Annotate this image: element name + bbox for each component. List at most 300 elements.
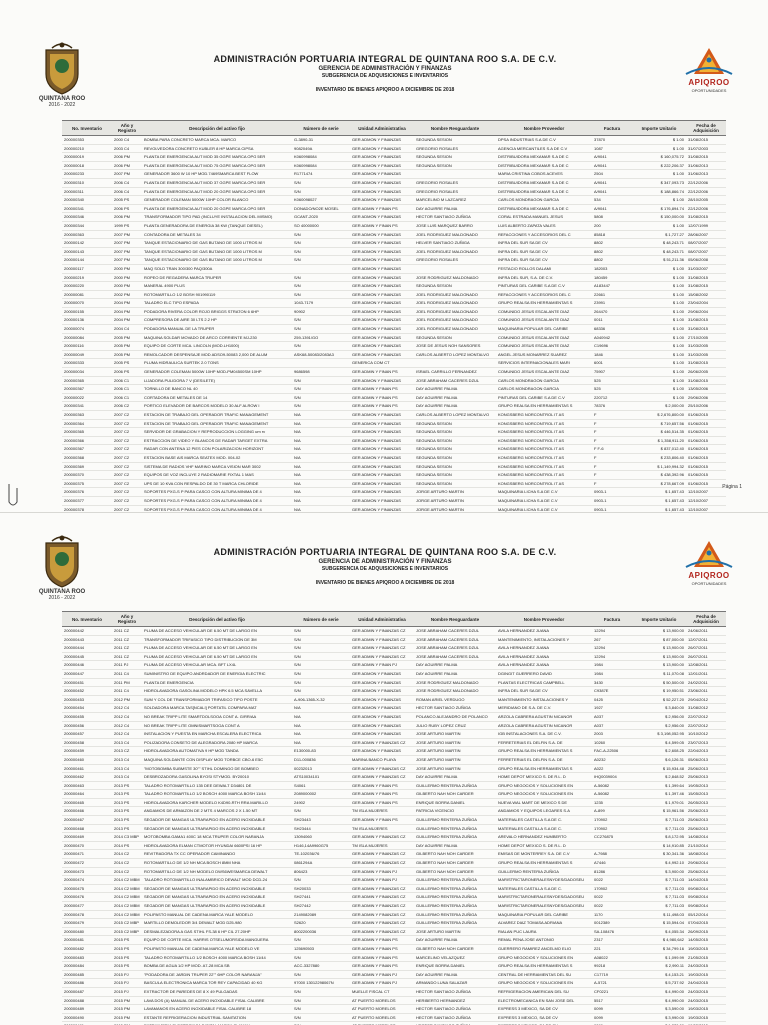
table-cell: 200000070 [62,299,112,308]
table-row [62,627,726,636]
table-cell: 85818 [592,230,632,239]
table-cell: GER ADMON Y FINANZAS [350,488,414,497]
table-cell: S2620 [292,919,350,928]
table-cell: AVILA HERNANDEZ JUANA [496,644,592,653]
table-cell: 200000454 [62,704,112,713]
table-cell: SEGUNDA SESION [414,436,496,445]
table-row [62,944,726,953]
table-cell: 1984 [592,669,632,678]
table-cell: GRUPO NEGOCIOS Y SOLUCIONES EN [496,953,592,962]
table-cell: 22/07/2012 [686,712,726,721]
table-cell: 07/04/2015 [686,919,726,928]
table-cell: 200000363 [62,230,112,239]
table-cell: $ 1,657.43 [632,505,686,512]
table-cell: A-5721 [592,979,632,988]
table-cell: PLANTA DE EMERGENCIA [142,678,292,687]
table-cell: 200000461 [62,764,112,773]
table-cell: 2012 C4 [112,712,142,721]
table-cell: JOSE RODRIGUEZ MALDONADO [414,273,496,282]
table-row [62,850,726,859]
table-cell: 29/06/2014 [686,859,726,868]
table-cell: $ 7,711.03 [632,824,686,833]
table-cell: A-899 [592,807,632,816]
table-row [62,867,726,876]
table-row [62,695,726,704]
table-row [62,479,726,488]
table-cell: 31/08/2015 [686,376,726,385]
table-cell: AVILA HERNANDEZ JUANA [496,661,592,670]
table-cell: 200000376 [62,488,112,497]
inventory-table-page-1 [62,120,726,512]
table-cell: 05/12/2014 [686,910,726,919]
table-cell: JOSE ARTURO MARTIN [414,755,496,764]
table-cell: 200000144 [62,256,112,265]
table-cell: 31/07/2003 [686,144,726,153]
table-cell: 2000 PM [112,264,142,273]
table-cell: A/9041 [592,187,632,196]
table-cell: $ 1,657.43 [632,488,686,497]
table-cell: ROPEO DE REGADERA MARCA TRUPER [142,273,292,282]
table-cell: S/N [292,385,350,394]
table-cell: 12294 [592,627,632,636]
table-cell: GER ADMIN Y FINAN PS [350,798,414,807]
table-cell: GENERADOR COLEMAN 5000W 10HP MOD-PM04500SM 10HP [142,368,292,377]
table-row [62,652,726,661]
table-cell: JOEL RODRIGUEZ MALDONADO [414,316,496,325]
table-cell: GER ADMON Y FINANZAS [350,247,414,256]
table-cell: INFRA DEL SUR SA DE CV [496,687,592,696]
table-cell: ROTOMARTILLO DE 1/2 NH MCA BOSCH 8MM NHA [142,859,292,868]
table-cell: 534 [592,196,632,205]
table-cell: 2005 PS [112,196,142,205]
table-cell: SH27441 [292,893,350,902]
table-cell: SEGADOR DE MANGAS ULTRARAPIDO EN ACERO INOXIDABLE [142,824,292,833]
table-cell: SERVICIOS INTERNACIONALES MARI [496,359,592,368]
table-cell: 200000488 [62,996,112,1005]
table-cell: 2006 C4 [112,178,142,187]
table-cell: 24/04/2015 [686,979,726,988]
table-cell: "PODADORA DE JARDIN TRUPER 22"" 6HP COLOR NARANJA" [142,970,292,979]
table-cell: 27/10/2005 [686,333,726,342]
table-cell: 2015 PS [112,944,142,953]
table-cell: 31/08/2015 [686,282,726,291]
table-cell: 12/10/2007 [686,496,726,505]
table-cell: A-906-1365-X-32 [292,695,350,704]
table-cell: ESTRACCION DE VIDEO Y BLANCOS DE RADAR TARGET EXTRA [142,436,292,445]
table-cell: ROTOMARTILLO 1/2 BOSH 901990119 [142,290,292,299]
column-header: Fecha de Adquisición [686,612,726,627]
table-cell: 09/08/2014 [686,884,726,893]
table-cell: MAQUINARIA LICHA S.A DE C.V [496,488,592,497]
table-cell: 31/08/2015 [686,213,726,222]
table-row [62,721,726,730]
table-cell: JOSE ARTURO MARTIN [414,730,496,739]
table-cell: 2015 PS [112,936,142,945]
table-cell: DESMALEZADORA A GAS STIHL FS-38 6 HP CIL 27.20HP [142,927,292,936]
table-cell: PODADORA RIVERA COLOR ROJO BRIGGS STRATON 6 6HP [142,307,292,316]
table-cell: 2000 C4 [112,136,142,145]
table-cell: 200000466 [62,807,112,816]
table-cell: N/A [292,436,350,445]
table-cell: BASCULA ELECTRONICA MARCA TOR REY CAPACIDAD 40 KG [142,979,292,988]
table-cell: DAY AGUIRRE PALMA [414,936,496,945]
table-cell: 200000136 [62,316,112,325]
table-cell: DAY AGUIRRE PALMA [414,773,496,782]
table-cell [592,841,632,850]
table-cell: COMUNIDO JESUS ESCALANTE DIAZ [496,333,592,342]
table-cell: GENERADOR 3600 W 10 HP MOD.7469SMARCA BEST FLOW [142,170,292,179]
table-cell: 170902 [592,884,632,893]
table-cell: FESTACIO ROLLOS DALAMI [496,264,592,273]
table-cell: GER ADMON Y FINANZAS [350,730,414,739]
table-cell: MOTOBOMBA GAMA1 400C 18 MCA TRUPER COLOR NARANJA [142,833,292,842]
table-cell: AT PUERTO MORELOS [350,996,414,1005]
table-row [62,299,726,308]
table-cell: S/N [292,644,350,653]
table-cell: 1087 [592,144,632,153]
table-cell: PLANTA DE EMERGENCIA AUT MOD 75 GGPE MARCA OPG 5ER [142,161,292,170]
table-cell: GRUPO REALSA EN HERRAMIENTAS S [496,299,592,308]
table-row [62,419,726,428]
org-title: ADMINISTRACIÓN PORTUARIA INTEGRAL DE QUINTANA ROO S.A. DE C.V. [150,547,620,557]
table-cell: 25/06/2013 [686,824,726,833]
table-cell: $ 347,093.73 [632,178,686,187]
table-cell: 3430 [592,678,632,687]
table-cell: 200000375 [62,479,112,488]
table-cell: 75907 [592,368,632,377]
table-row [62,661,726,670]
table-cell: 2014 C2 MBM [112,910,142,919]
table-cell: $ 4,980,642 [632,936,686,945]
table-cell: 31/08/2015 [686,325,726,334]
table-cell: TM ISLA MUJERES [350,824,414,833]
table-cell: INFRA DEL SUR, S.A. DE C.V. [496,273,592,282]
table-cell: GER ADMIN Y FINANZAS CZ [350,910,414,919]
table-cell: SEGUNDA SESION [414,136,496,145]
table-cell: GRUPO NEGOCIOS Y SOLUCIONES EN [496,790,592,799]
table-cell: 200000341 [62,204,112,213]
table-cell: MAQUINARIA LICHA S.A DE C.V [496,496,592,505]
table-cell: SUM Y COL DE TRANSFORMADOR TRIFASICO TIPO POSTE [142,695,292,704]
table-cell: 200000311 [62,187,112,196]
table-cell: 200000219 [62,273,112,282]
column-header: Nombre Resguardante [414,121,496,136]
table-cell: GER ADMIN Y FINANZAS CZ [350,833,414,842]
table-row [62,730,726,739]
table-cell: DAY AGUIRRE PALMA [414,661,496,670]
table-cell: ESTACION DE TRABAJO DEL OPERADOR TRAFIC MANAGEMENT [142,411,292,420]
table-cell: 200000333 [62,359,112,368]
table-row [62,273,726,282]
table-cell: GER ADMIN Y FINAN PS [350,953,414,962]
table-cell: 2007 PM [112,239,142,248]
table-cell: SUMINISTRO DE EQUIPO ANDRDADOR DE ENERGIA ELECTRIC [142,669,292,678]
table-cell: GER ADMON Y FINANZAS [350,678,414,687]
table-cell: A7446 [592,859,632,868]
table-cell: ARMANDO LUNA SALAZAR [414,979,496,988]
table-cell: 200000346 [62,213,112,222]
table-cell: HELVER SANTIAGO ZUÑIGA [414,239,496,248]
table-cell: 200000468 [62,824,112,833]
table-cell: S/N [292,1005,350,1014]
table-cell: 00232013 [292,764,350,773]
table-cell: ALVAREZ DIAZ TOMASA ADRIANA [496,919,592,928]
table-cell: GER ADMIN Y FINAN PJ [350,876,414,885]
table-cell: GUILLERMO RENTERIA ZUÑIGA [414,919,496,928]
table-cell: DISTRIBUIDORA MEXAMAR S.A DE C [496,187,592,196]
table-cell: 2013 PS [112,790,142,799]
table-row [62,687,726,696]
table-cell: 5808 [592,213,632,222]
table-cell: 01/06/2015 [686,428,726,437]
table-cell: "MOTOBOMBA SUBMSTE 30"" STIHL DOMINGO DE BOMBEO [142,764,292,773]
table-cell: $ 188,866.74 [632,187,686,196]
table-cell: K060998084 [292,161,350,170]
table-cell: GER ADMIN Y FINANZAS CZ [350,773,414,782]
table-cell: 01/06/2015 [686,462,726,471]
table-cell: 2007 C2 [112,505,142,512]
table-cell: 200000469 [62,833,112,842]
table-cell: PLUMA DE ACCESO VEHICULAR DE 6.50 MT DE LARGO EN [142,652,292,661]
column-header: Unidad Administrativa [350,612,414,627]
table-cell: N/A [292,712,350,721]
table-cell: KONGSBERG NORCONTROL IT AS [496,428,592,437]
table-cell: 2007 PM [112,247,142,256]
table-cell: SEGUNDA SESION [414,333,496,342]
table-cell: K060098027 [292,196,350,205]
table-row [62,393,726,402]
table-cell: 31/08/2015 [686,136,726,145]
table-cell: REFRIGERACION AMERICAN DEL SU [496,987,592,996]
table-cell: 01/06/2015 [686,411,726,420]
table-cell: 200000484 [62,962,112,971]
table-cell: 2013 PS [112,798,142,807]
table-cell: 2149082089 [292,910,350,919]
table-cell: 2013 PS [112,816,142,825]
table-cell: 1984 [592,661,632,670]
table-cell: $ 1.00 [632,299,686,308]
table-cell: IGB INSTALACIONES S.A. DE C.V. [496,730,592,739]
table-row [62,342,726,351]
table-cell: TRANSFORMADOR TIPO PAD (INCLUYE INSTALACION DEL MISMO) [142,213,292,222]
table-row [62,359,726,368]
table-cell: GER ADMON Y FINANZAS [350,496,414,505]
column-header: Año y Registro [112,121,142,136]
table-cell: 01/06/2015 [686,453,726,462]
table-cell: $ 1.00 [632,325,686,334]
table-cell: MARISTRICTARONERALESNYDES/DADOSEU [496,876,592,885]
table-row [62,876,726,885]
table-cell: 2006 PS [112,204,142,213]
table-cell: 2012 C4 [112,730,142,739]
table-cell: DAY AGUIRRE PALMA [414,385,496,394]
table-cell: 2012 PM [112,695,142,704]
table-cell: GILBERTO NAH NOH CARDER [414,790,496,799]
table-cell: $ 2,676,800.00 [632,411,686,420]
table-cell: 200000447 [62,669,112,678]
table-cell: 12/10/2007 [686,505,726,512]
table-cell: ROMAN ARIEL VERDUGO [414,695,496,704]
table-cell: AGENCIA MERCANTILES S.A DE C.V [496,144,592,153]
table-cell: 200000444 [62,644,112,653]
table-cell: GER ADMON Y FINANZAS [350,471,414,480]
table-cell: HIDROLAVADORA GASOLINA MODELO HPK 6.5 MCA SAVELLA [142,687,292,696]
table-cell: $ 14,910.85 [632,841,686,850]
apiqroo-logo-icon: APIQROO OPORTUNIDADES [676,44,742,100]
table-cell: 31/03/2005 [686,342,726,351]
table-cell: COMUNIDO JESUS ESCALANTE DIAZ [496,368,592,377]
table-cell: HIDROLAVADORA ELMAN CTMOTOR HYUNDAI 6600PSI 16 HP [142,841,292,850]
table-cell: GER ADMON Y FINANZAS [350,453,414,462]
table-cell: 2006 C4 [112,187,142,196]
table-cell: KONGSBERG NORCONTROL IT AS [496,479,592,488]
table-cell: SOPORTES PXG-S P PARA CASCO CON ALTURA MINIMA DE 4 [142,496,292,505]
table-cell: GER ADMIN Y FINAN PJ [350,979,414,988]
table-cell: ANGEL JESUS MONARREZ SUAREZ [496,350,592,359]
table-cell: 81286 [592,867,632,876]
table-cell: TALADRO ELC TIPO ESPADA [142,299,292,308]
table-cell: 2015 PM [112,1013,142,1022]
table-cell: 200000467 [62,816,112,825]
table-cell: 2011 PM [112,678,142,687]
table-cell: 12/08/2011 [686,661,726,670]
table-row [62,333,726,342]
table-cell: 26/05/2013 [686,798,726,807]
table-row [62,462,726,471]
table-cell: $ 2,956.00 [632,721,686,730]
table-cell: $ 1,979.01 [632,798,686,807]
table-cell: F [592,428,632,437]
table-cell: 200000442 [62,627,112,636]
table-cell: 200000463 [62,781,112,790]
table-cell: 2006 C2 [112,402,142,411]
table-row [62,488,726,497]
table-cell: JORGE ARTURO MARTIN [414,496,496,505]
table-cell: 2014 C2 MBM [112,902,142,911]
table-cell: GER ADMON Y FINANZAS [350,342,414,351]
table-cell: 2007 PM [112,230,142,239]
table-cell: 200000344 [62,221,112,230]
quintana-roo-crest-icon [38,40,86,98]
table-cell: DONADO/NO2E MOSEL [292,204,350,213]
document-page-2 [0,512,768,1025]
table-cell: 29/04/2012 [686,695,726,704]
table-cell: 0099 [592,1013,632,1022]
table-cell: $ 1,657.43 [632,496,686,505]
table-cell: 2015 C2 MBP [112,919,142,928]
table-cell: CORAL ESTRADA MANUEL JESUS [496,213,592,222]
table-cell: 200000363 [62,411,112,420]
table-cell: GER ADMIN Y FINANZAS CZ [350,738,414,747]
table-cell: LAVAMANOS EN ACERO INOXIDABLE FISAL CALIBRE 18 [142,1005,292,1014]
table-cell: N/A [292,738,350,747]
table-cell: 31/08/2012 [686,704,726,713]
table-cell: 01/06/2015 [686,445,726,454]
table-cell: 2007 C2 [112,496,142,505]
table-cell: 125690503 [292,944,350,953]
table-cell: 14/04/2015 [686,876,726,885]
table-cell: SA-108476 [592,927,632,936]
table-cell: S/N [292,187,350,196]
table-cell: $ 160,075.72 [632,153,686,162]
table-cell: 01/06/2015 [686,479,726,488]
table-row [62,833,726,842]
table-cell: 200000453 [62,695,112,704]
table-cell: GER ADMON Y FINANZAS [350,669,414,678]
table-cell: S/N [292,393,350,402]
table-cell: A040942 [592,333,632,342]
table-cell: MARCELINO M LAZCAREZ [414,196,496,205]
table-cell: 200000353 [62,136,112,145]
table-cell: N/A [292,453,350,462]
table-cell: MATERIALES CASTILLA S.A DE C. [496,824,592,833]
table-cell: REFACCIONES Y ACCESORIOS DEL C [496,290,592,299]
table-cell: LIJADORA PULIDORA 7 V (DESILETE) [142,376,292,385]
table-cell: 200000476 [62,893,112,902]
table-row [62,910,726,919]
table-cell: N/A [292,704,350,713]
table-cell: DISTRIBUIDORA MEXAMAR S.A DE C [496,153,592,162]
table-cell: $ 1.00 [632,342,686,351]
table-cell: S/N [292,669,350,678]
table-cell: 2011 PJ [112,661,142,670]
table-cell: GREGORIO ROSALES [414,178,496,187]
table-cell: 200 [592,221,632,230]
table-cell: 2014 C2 MBM [112,876,142,885]
subdept-title: SUBGERENCIA DE ADQUISICIONES E INVENTARIOS [150,73,620,79]
table-cell: 0903-1 [592,505,632,512]
table-cell: 2006 PS [112,368,142,377]
table-body [62,627,726,1025]
table-row [62,902,726,911]
table-cell: 0903-1 [592,488,632,497]
table-cell: 2011 C4 [112,687,142,696]
table-row [62,368,726,377]
table-cell: 01/06/2015 [686,436,726,445]
table-cell: $ 1,397.46 [632,790,686,799]
table-cell: S/N [292,936,350,945]
table-cell: JOSE ARTURO MARTIN [414,747,496,756]
table-cell: C19696 [592,342,632,351]
table-cell: 2013 PS [112,781,142,790]
table-cell: N/A [292,496,350,505]
table-cell: PLANTA DE EMERGENCIA AUT MOD 20 GGPE MARCA OPG 5ER [142,204,292,213]
table-cell: 200000370 [62,471,112,480]
table-cell: GER ADMIN Y FINAN PS [350,790,414,799]
table-cell: 200000451 [62,678,112,687]
table-cell: 19/03/2015 [686,1013,726,1022]
table-row [62,196,726,205]
table-cell: 2089000002 [292,790,350,799]
table-cell: $ 446,514.35 [632,428,686,437]
table-cell: 01/06/2015 [686,419,726,428]
table-row [62,996,726,1005]
table-cell: JOEL RODRIGUEZ MALDONADO [414,307,496,316]
table-cell: 24902 [292,798,350,807]
table-row [62,859,726,868]
table-cell: GER ADMON Y FINANZAS [350,307,414,316]
table-row [62,505,726,512]
table-cell: ESTACION DE TRABAJO DEL OPERADOR TRAFIC MANAGEMENT [142,419,292,428]
table-cell: GUILLERMO RENTERIA ZUÑIGA [414,833,496,842]
table-cell: 12/07/1999 [686,221,726,230]
table-cell: $ 7,711.03 [632,884,686,893]
table-cell: 259-1391/GO [292,333,350,342]
table-row [62,428,726,437]
table-cell: 200000369 [62,462,112,471]
table-cell: S/N [292,996,350,1005]
table-cell: NO BREAK TRIPP LITE SMARTDOLSOOA CONT A. G/RR/AA [142,712,292,721]
